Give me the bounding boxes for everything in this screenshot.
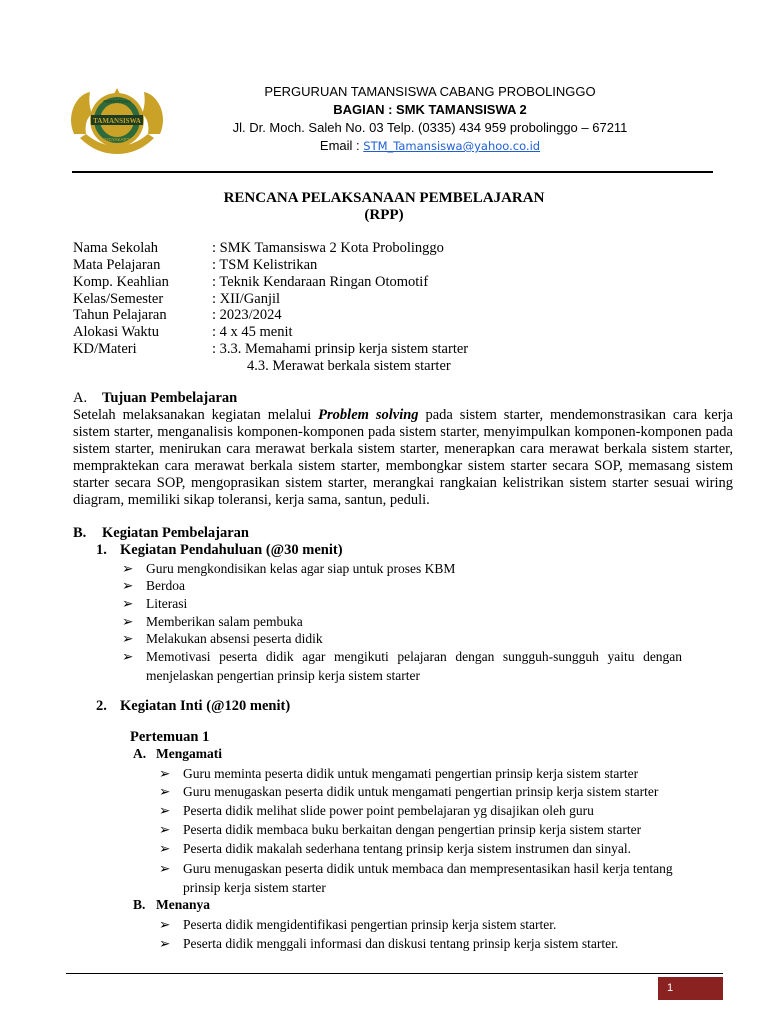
tujuan-text-rest: pada sistem starter, mendemonstrasikan cara kerja sistem starter, menganalisis komponen-komponen pada sistem starter, menyimpulkan komponen-komponen pada sistem starter, menirukan cara merawat berkala sistem starter, menerapkan cara merawat berkala sistem starter, mempraktekan cara merawat berkala sistem starter, membongkar sistem starter secara SOP, memasang sistem starter secara SOP, mengoprasikan sistem starter, merangkai rangkaian kelistrikan sistem starter sesuai wiring diagram, memiliki sikap toleransi, kerja sama, santun, peduli. — [73, 407, 733, 508]
identity-label: Mata Pelajaran — [73, 257, 161, 273]
identity-value: : XII/Ganjil — [212, 291, 281, 307]
header-divider — [72, 171, 713, 173]
tujuan-emphasis: Problem solving — [318, 407, 419, 423]
arrow-bullet-icon: ➢ — [159, 784, 171, 799]
identity-label: KD/Materi — [73, 341, 137, 357]
email-label: Email : — [319, 138, 364, 153]
identity-value: : SMK Tamansiswa 2 Kota Probolinggo — [212, 240, 444, 256]
institution-name: PERGURUAN TAMANSISWA CABANG PROBOLINGGO — [264, 84, 596, 99]
arrow-bullet-icon: ➢ — [122, 596, 134, 611]
section-a-heading: Tujuan Pembelajaran — [102, 390, 238, 406]
section-a-marker: A. — [73, 390, 88, 406]
sub1-marker: 1. — [96, 542, 107, 558]
identity-value: : 4 x 45 menit — [212, 324, 293, 340]
arrow-bullet-icon: ➢ — [159, 822, 171, 837]
identity-value: : TSM Kelistrikan — [212, 257, 318, 273]
arrow-bullet-icon: ➢ — [159, 917, 171, 932]
arrow-bullet-icon: ➢ — [122, 578, 134, 593]
document-title: RENCANA PELAKSANAAN PEMBELAJARAN — [223, 190, 545, 206]
menanya-heading: Menanya — [156, 897, 210, 912]
logo-bottom-text: YOGYAKARTA — [101, 137, 133, 142]
identity-label: Alokasi Waktu — [73, 324, 159, 340]
logo-top-text: PERSATUAN — [103, 99, 131, 104]
school-division: BAGIAN : SMK TAMANSISWA 2 — [333, 102, 527, 117]
school-logo — [66, 84, 168, 156]
identity-value: : 2023/2024 — [212, 307, 282, 323]
identity-label: Nama Sekolah — [73, 240, 158, 256]
school-address: Jl. Dr. Moch. Saleh No. 03 Telp. (0335) 434 959 probolinggo – 67211 — [232, 120, 628, 135]
footer-divider — [66, 973, 723, 974]
identity-label: Kelas/Semester — [73, 291, 164, 307]
section-b-marker: B. — [73, 525, 87, 541]
identity-value: : 3.3. Memahami prinsip kerja sistem starter — [212, 341, 469, 357]
arrow-bullet-icon: ➢ — [122, 561, 134, 576]
mengamati-marker: A. — [133, 746, 147, 761]
tujuan-paragraph — [73, 407, 733, 509]
arrow-bullet-icon: ➢ — [159, 861, 171, 876]
document-subtitle: (RPP) — [364, 207, 404, 223]
arrow-bullet-icon: ➢ — [159, 841, 171, 856]
pertemuan-heading: Pertemuan 1 — [130, 729, 210, 745]
arrow-bullet-icon: ➢ — [122, 631, 134, 646]
arrow-bullet-icon: ➢ — [122, 614, 134, 629]
menanya-marker: B. — [133, 897, 146, 912]
arrow-bullet-icon: ➢ — [159, 803, 171, 818]
tujuan-text-start: Setelah melaksanakan kegiatan melalui — [73, 407, 319, 423]
school-email-line — [160, 137, 700, 155]
identity-value: : Teknik Kendaraan Ringan Otomotif — [212, 274, 429, 290]
sub2-marker: 2. — [96, 698, 107, 714]
email-link[interactable]: STM_Tamansiswa@yahoo.co.id — [363, 139, 541, 153]
page-number: 1 — [667, 982, 674, 994]
mengamati-heading: Mengamati — [156, 746, 222, 761]
list-item: ➢ Guru menugaskan peserta didik untuk membaca dan mempresentasikan hasil kerja tentang prinsip kerja sistem starter — [159, 861, 673, 895]
arrow-bullet-icon: ➢ — [159, 936, 171, 951]
sub1-heading: Kegiatan Pendahuluan (@30 menit) — [120, 542, 343, 558]
page-number-badge — [658, 977, 723, 1000]
list-item: ➢ Memotivasi peserta didik agar mengikuti pelajaran dengan sungguh-sungguh yaitu dengan menjelaskan pengertian prinsip kerja sistem starter — [122, 649, 683, 683]
arrow-bullet-icon: ➢ — [159, 766, 171, 781]
sub2-heading: Kegiatan Inti (@120 menit) — [120, 698, 291, 714]
arrow-bullet-icon: ➢ — [122, 649, 134, 664]
section-b-heading: Kegiatan Pembelajaran — [102, 525, 249, 541]
identity-value-extra: 4.3. Merawat berkala sistem starter — [247, 358, 451, 374]
identity-label: Tahun Pelajaran — [73, 307, 167, 323]
identity-label: Komp. Keahlian — [73, 274, 169, 290]
logo-center-text: TAMANSISWA — [93, 117, 141, 125]
